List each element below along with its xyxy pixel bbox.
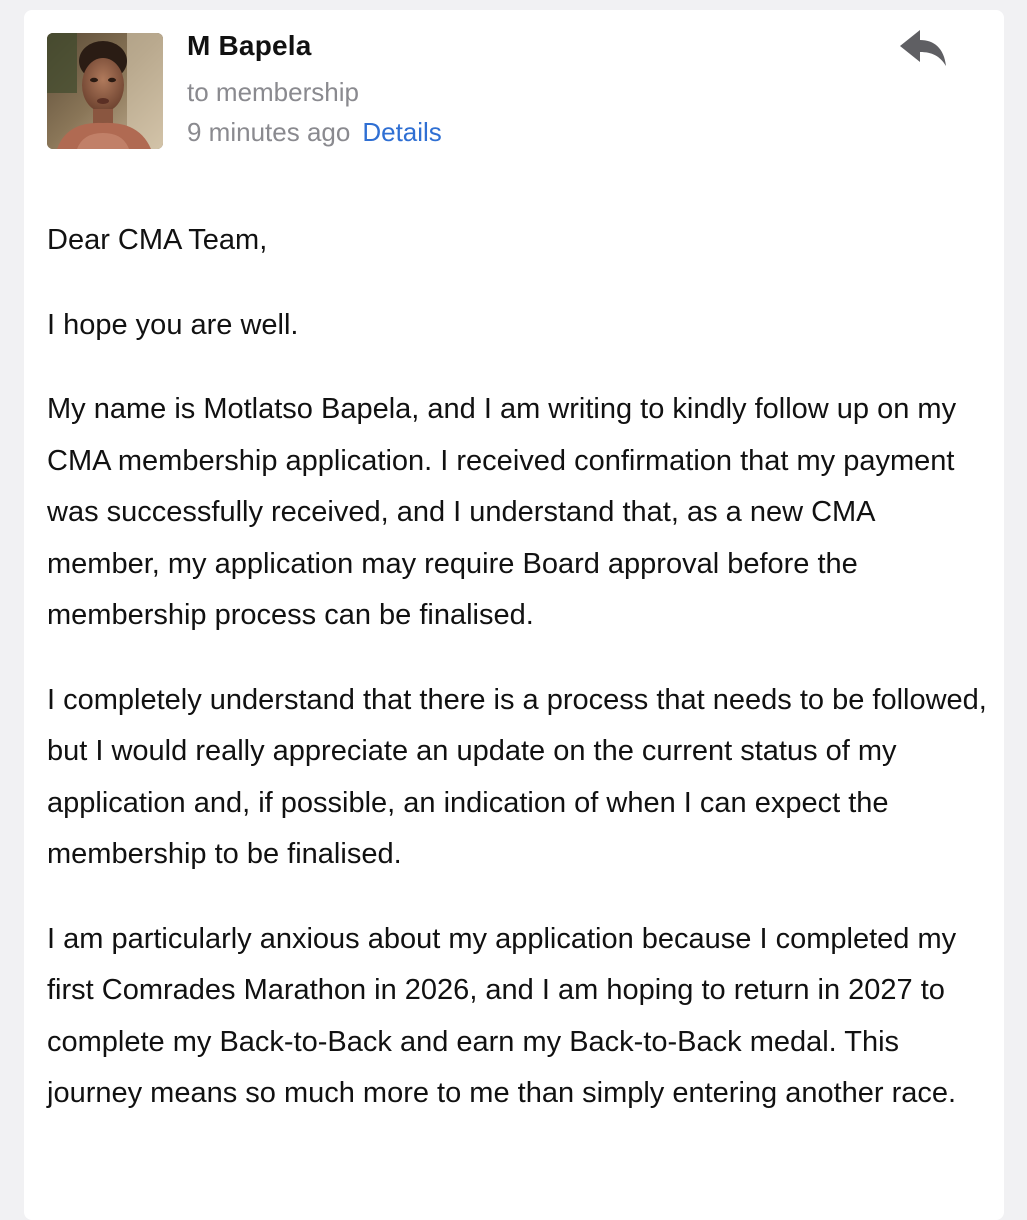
- body-paragraph: I am particularly anxious about my application because I completed my first Comrades Marathon in 2026, and I am hoping to return in 2027 to complete my Back-to-Back and earn my Back-to-Back medal. This journey means so much more to me than simply entering another race.: [47, 922, 957, 1109]
- recipient-line: to membership: [187, 77, 359, 107]
- message-body: [47, 215, 992, 1153]
- details-link[interactable]: Details: [362, 117, 442, 147]
- avatar[interactable]: [47, 33, 163, 149]
- timestamp-row: [187, 117, 442, 148]
- time-ago: 9 minutes ago: [187, 117, 351, 147]
- body-paragraph: I completely understand that there is a process that needs to be followed, but I would really appreciate an update on the current status of my application and, if possible, an indication of when I can expect the membership to be finalised.: [47, 683, 987, 870]
- body-paragraph-greeting: Dear CMA Team,: [47, 224, 268, 256]
- sender-name: M Bapela: [187, 30, 312, 61]
- body-paragraph: My name is Motlatso Bapela, and I am writing to kindly follow up on my CMA membership application. I received confirmation that my payment was successfully received, and I understand that, as a new CMA member, my application may require Board approval before the membership process can be finalised.: [47, 393, 957, 631]
- email-message-card: [24, 10, 1004, 1220]
- reply-button[interactable]: [896, 28, 950, 74]
- sender-photo: [47, 33, 163, 149]
- body-paragraph: I hope you are well.: [47, 308, 299, 341]
- reply-arrow-icon: [896, 28, 950, 74]
